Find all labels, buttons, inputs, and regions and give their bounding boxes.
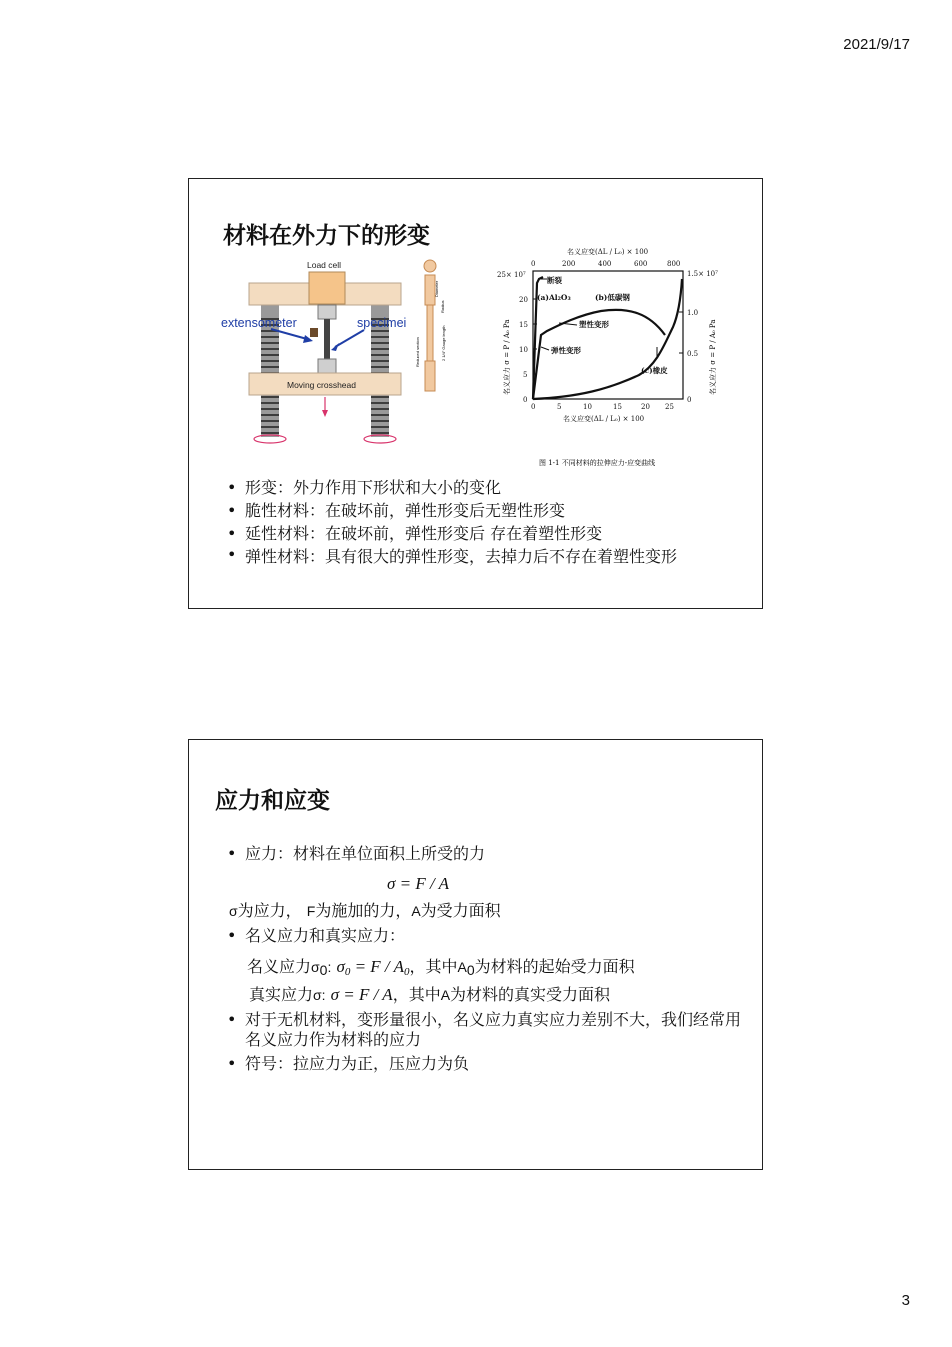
true-stress-text: 为材料的真实受力面积 [450,985,611,1004]
list-item: • 名义应力和真实应力： [221,924,741,947]
specimen-label: specimei [357,316,407,330]
nominal-text: 为材料的起始受力面积 [474,957,635,976]
subscript: 0 [403,966,410,978]
formula-stress: σ = F / A [387,874,450,893]
slide-title: 材料在外力下的形变 [223,223,430,249]
bottom-tick: 20 [641,403,650,411]
subscript: 0 [319,962,328,978]
top-tick: 600 [634,260,648,268]
page-number: 3 [901,1292,910,1309]
bottom-tick: 0 [531,403,536,411]
slide-title: 应力和应变 [215,788,330,814]
formula-part: = F / A [350,957,404,976]
tensile-machine-diagram [219,257,449,449]
colon: : [327,959,332,975]
formula-part: σ = F / A [330,985,393,1004]
left-tick: 5 [523,371,528,379]
definition-text: 为应力， [237,901,302,920]
true-stress-label: 真实应力 [249,985,314,1004]
true-stress-line [249,982,610,1005]
slide-stress-strain [188,739,763,1170]
right-axis-label: 名义应力 σ = P / A₀ Pa [709,319,717,395]
specimen-gauge-length-label: 2 1/4" Gauge length [441,325,446,361]
slide-material-deformation [188,178,763,609]
force-symbol: F [306,903,316,919]
area-symbol: A [440,987,451,1003]
header-date: 2021/9/17 [843,36,910,53]
sigma-symbol: σ [313,987,322,1003]
colon: : [321,987,326,1003]
area-symbol: A [457,959,467,975]
sigma-symbol: σ [229,903,238,919]
definition-text: 为受力面积 [420,901,501,920]
formula-part: σ [336,957,345,976]
specimen-diameter-label: Diameter [434,280,439,297]
nominal-stress-label: 名义应力 [247,957,312,976]
left-tick: 0 [523,396,528,404]
sigma-symbol: σ [311,959,320,975]
area-symbol: A [411,903,421,919]
bullet-list [221,1010,741,1075]
list-item: • 脆性材料：在破坏前，弹性形变后无塑性形变 [221,499,741,522]
label-al2o3: (a)Al₂O₃ [537,293,571,302]
crosshead-label: Moving crosshead [287,380,356,390]
top-axis-label: 名义应变(ΔL / L₀) × 100 [567,248,649,256]
stress-strain-figure [489,243,729,473]
true-stress-text: ，其中 [392,985,441,1004]
left-tick: 15 [519,321,528,329]
bottom-axis-label: 名义应变(ΔL / L₀) × 100 [563,415,645,423]
list-item: • 延性材料：在破坏前，弹性形变后 存在着塑性形变 [221,522,741,545]
bottom-tick: 10 [583,403,592,411]
label-plastic: 塑性变形 [579,320,609,329]
left-tick: 20 [519,296,528,304]
left-tick: 10 [519,346,528,354]
label-elastic: 弹性变形 [551,346,581,355]
nominal-text: ，其中 [409,957,458,976]
left-tick: 25× 10⁷ [497,271,526,279]
subscript: 0 [344,966,351,978]
left-axis-label: 名义应力 σ = P / A₀ Pa [503,319,511,395]
nominal-stress-line [247,954,635,978]
bottom-tick: 25 [665,403,674,411]
list-item: • 对于无机材料，变形量很小，名义应力真实应力差别不大，我们经常用名义应力作为材料的应力 [221,1010,741,1050]
right-tick: 0.5 [687,350,699,358]
bullet-list [221,476,741,567]
definition-line [229,898,501,921]
bottom-tick: 15 [613,403,622,411]
list-item: • 形变：外力作用下形状和大小的变化 [221,476,741,499]
right-tick: 1.5× 10⁷ [687,270,718,278]
top-tick: 0 [531,260,536,268]
top-tick: 400 [598,260,612,268]
bullet-list [221,924,741,947]
list-item: • 符号：拉应力为正，压应力为负 [221,1052,741,1075]
bottom-tick: 5 [557,403,562,411]
definition-text: 为施加的力， [315,901,412,920]
top-tick: 800 [667,260,681,268]
list-item: • 弹性材料：具有很大的弹性形变，去掉力后不存在着塑性变形 [221,545,741,567]
subscript: 0 [466,962,475,978]
figure-caption: 图 1-1 不同材料的拉伸应力-应变曲线 [539,459,656,467]
extensometer-label: extensometer [221,316,297,330]
specimen-reduced-section-label: Reduced section [415,337,420,367]
specimen-radius-label: Radius [440,300,445,313]
right-tick: 1.0 [687,309,699,317]
list-item: • 应力：材料在单位面积上所受的力 [221,842,741,865]
right-tick: 0 [687,396,692,404]
label-rubber: (c)橡皮 [641,366,668,375]
load-cell-label: Load cell [307,260,342,270]
bullet-list [221,842,741,865]
label-fracture: 断裂 [547,276,562,285]
top-tick: 200 [562,260,576,268]
label-steel: (b)低碳钢 [595,293,630,302]
